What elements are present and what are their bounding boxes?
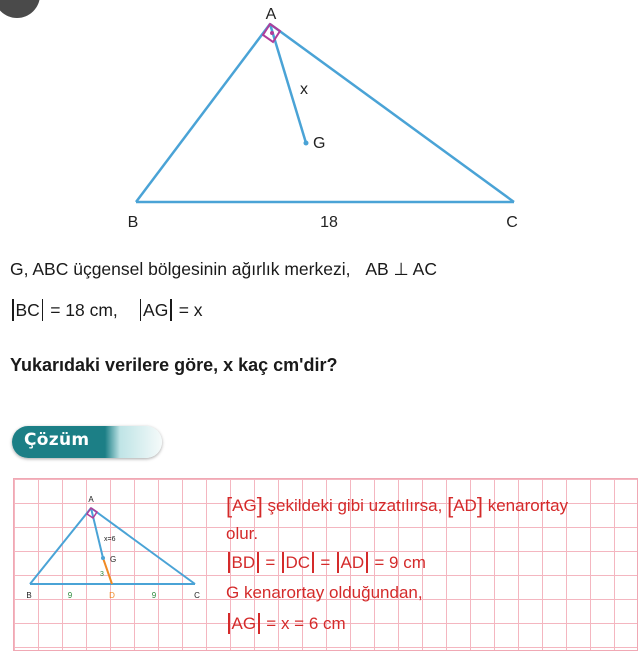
- point-g: [304, 141, 309, 146]
- sol-eq-1: =: [265, 553, 276, 572]
- sol-dc: DC: [285, 553, 311, 572]
- problem-line-2: [10, 299, 203, 321]
- sol-label-g: G: [110, 555, 117, 564]
- sol-label-c: C: [194, 591, 200, 600]
- solution-line-3: [226, 552, 426, 573]
- side-ac: [270, 24, 514, 202]
- solution-line-2: olur.: [226, 524, 259, 543]
- solution-line-1: [AG] şekildeki gibi uzatılırsa, [AD] kenarortay: [226, 493, 569, 518]
- sol-val-3: = 9 cm: [374, 553, 426, 572]
- right-angle-dot: [270, 31, 274, 35]
- triangle-figure: [0, 0, 639, 240]
- sol-val-5: = x = 6 cm: [266, 614, 346, 633]
- question: Yukarıdaki verilere göre, x kaç cm'dir?: [10, 355, 338, 375]
- label-a: A: [265, 6, 277, 23]
- sol-ad-1: AD: [453, 496, 477, 515]
- sol-eq-2: =: [320, 553, 331, 572]
- ag-name: AG: [143, 300, 169, 320]
- solution-figure: [13, 478, 223, 618]
- label-c: C: [506, 214, 518, 231]
- sol-ag-5: AG: [231, 614, 257, 633]
- label-b: B: [127, 214, 139, 231]
- bc-value: = 18 cm,: [50, 300, 118, 320]
- solution-line-5: [226, 613, 346, 634]
- ag-value: = x: [178, 300, 203, 320]
- solution-badge: [12, 426, 162, 458]
- sol-ad-2: AD: [340, 553, 365, 572]
- sol-text-2: kenarortay: [487, 496, 569, 515]
- perpendicular-relation: AB ⊥ AC: [365, 259, 437, 279]
- sol-ag-1: AG: [232, 496, 257, 515]
- sol-label-bd: 9: [67, 591, 73, 600]
- sol-label-d: D: [109, 591, 115, 600]
- sol-bd: BD: [231, 553, 256, 572]
- solution-badge-label: Çözüm: [24, 430, 90, 450]
- sol-label-dc: 9: [151, 591, 157, 600]
- bc-name: BC: [15, 300, 40, 320]
- problem-line-1: [10, 259, 437, 280]
- label-bc-length: 18: [320, 214, 338, 231]
- side-ab: [136, 24, 270, 202]
- sol-label-b: B: [26, 591, 32, 600]
- sol-text-1: şekildeki gibi uzatılırsa,: [267, 496, 443, 515]
- sol-label-ag: x=6: [104, 536, 116, 543]
- sol-label-gd: 3: [100, 571, 104, 578]
- centroid-statement: G, ABC üçgensel bölgesinin ağırlık merkezi,: [10, 259, 351, 279]
- solution-line-4: G kenarortay olduğundan,: [226, 583, 423, 602]
- label-x: x: [300, 81, 308, 98]
- label-g: G: [313, 135, 326, 152]
- sol-label-a: A: [88, 495, 94, 504]
